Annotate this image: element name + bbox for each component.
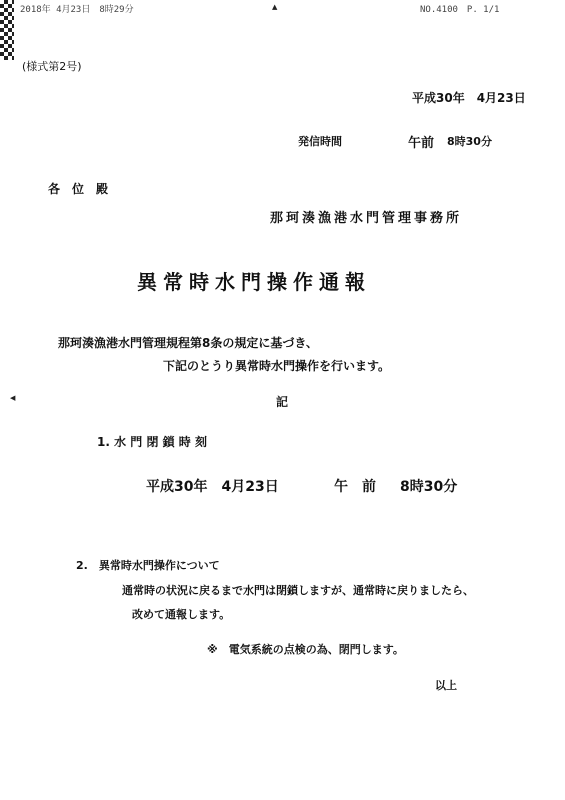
fax-header-number: NO.4100 P. 1/1 <box>420 5 500 15</box>
fax-header-date: 2018年 4月23日 8時29分 <box>20 5 134 15</box>
fax-registration-mark <box>0 0 14 60</box>
section2-heading: 2. 異常時水門操作について <box>76 559 220 572</box>
ki-heading: 記 <box>276 395 289 409</box>
section2-line1: 通常時の状況に戻るまで水門は閉鎖しますが、通常時に戻りましたら、 <box>122 584 474 597</box>
section2-note: ※ 電気系統の点検の為、閉門します。 <box>207 643 404 656</box>
scan-marker-left: ◀ <box>10 394 16 402</box>
section1-time: 8時30分 <box>400 479 458 495</box>
sent-time-ampm: 午前 <box>408 136 435 151</box>
document-title: 異常時水門操作通報 <box>137 270 371 294</box>
intro-line-2: 下記のとうり異常時水門操作を行います。 <box>163 359 391 373</box>
sent-time-value: 8時30分 <box>447 135 492 148</box>
section1-ampm: 午 前 <box>334 479 376 495</box>
closing: 以上 <box>435 679 457 692</box>
section1-date: 平成30年 4月23日 <box>146 479 279 495</box>
scan-marker: ▲ <box>272 3 278 11</box>
sent-time-label: 発信時間 <box>298 135 342 148</box>
form-number: (様式第2号) <box>22 60 82 73</box>
section1-heading: 1. 水 門 閉 鎖 時 刻 <box>97 435 207 449</box>
section2-line2: 改めて通報します。 <box>132 608 231 621</box>
document-date: 平成30年 4月23日 <box>412 91 526 105</box>
recipient: 各 位 殿 <box>48 182 109 196</box>
intro-line-1: 那珂湊漁港水門管理規程第8条の規定に基づき、 <box>58 336 318 350</box>
sender-office: 那珂湊漁港水門管理事務所 <box>270 211 463 226</box>
